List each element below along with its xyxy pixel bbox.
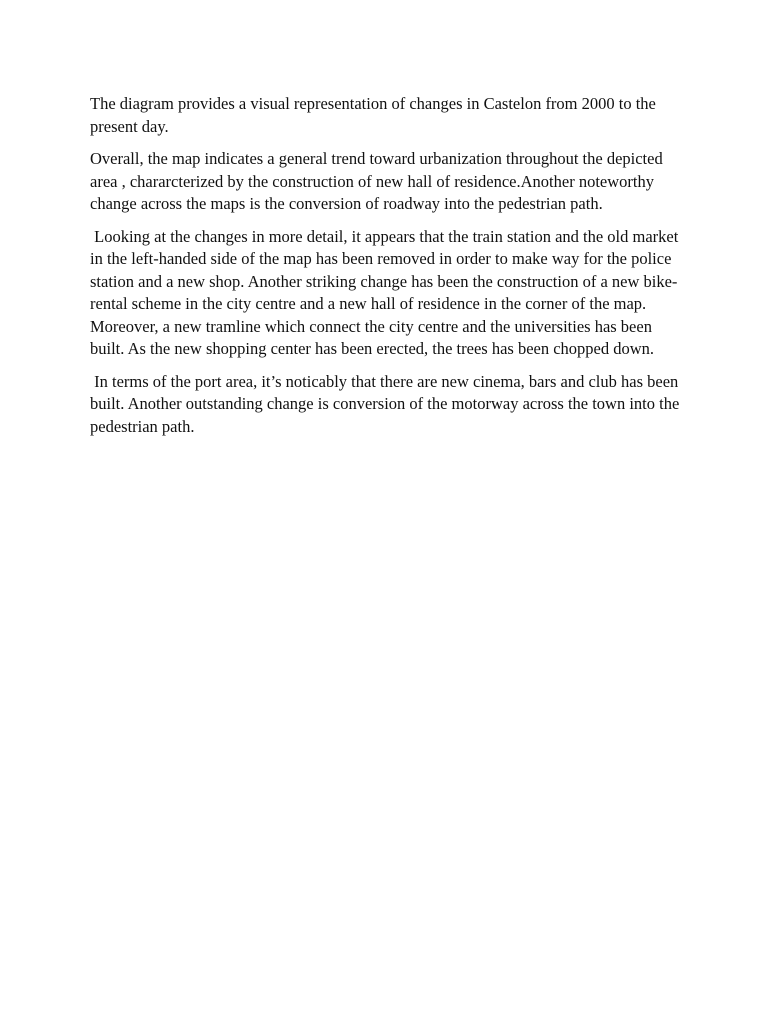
paragraph-port-area: In terms of the port area, it’s noticably that there are new cinema, bars and club has been built. Another outstanding change is conversion of the motorway across the town into the pedestrian path.	[90, 371, 684, 436]
document-body[interactable]	[90, 93, 682, 448]
paragraph-overview: Overall, the map indicates a general trend toward urbanization throughout the depicted area , chararcterized by the construction of new hall of residence.Another noteworthy change across the maps is the conversion of roadway into the pedestrian path.	[90, 149, 667, 213]
paragraph-intro: The diagram provides a visual representation of changes in Castelon from 2000 to the present day.	[90, 94, 661, 136]
paragraph-details: Looking at the changes in more detail, it appears that the train station and the old market in the left-handed side of the map has been removed in order to make way for the police station and a new shop. Another striking change has been the construction of a new bike-rental scheme in the city centre and a new hall of residence in the corner of the map. Moreover, a new tramline which connect the city centre and the universities has been built. As the new shopping center has been erected, the trees has been chopped down.	[90, 226, 683, 358]
